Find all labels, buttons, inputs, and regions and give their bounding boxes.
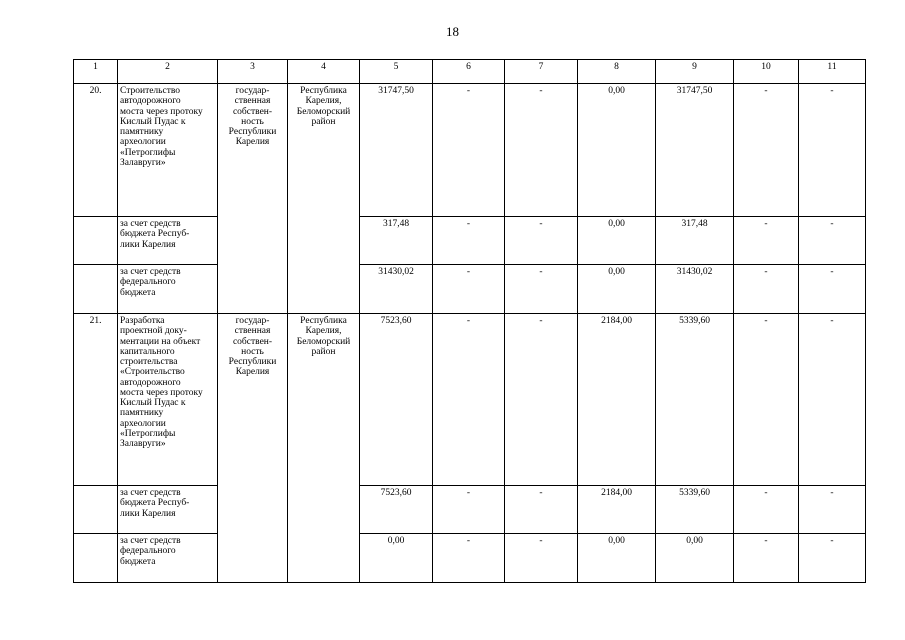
value-col-6: - (433, 84, 505, 217)
table-row (74, 217, 866, 265)
column-header: 1 (74, 60, 118, 84)
item-name: за счет средств бюджета Респуб- лики Карелия (118, 486, 218, 534)
value-col-7: - (505, 534, 578, 583)
value-col-10: - (734, 84, 799, 217)
column-header: 7 (505, 60, 578, 84)
value-col-7: - (505, 84, 578, 217)
ownership-cell: государ- ственная собствен- ность Республики Карелия (218, 314, 288, 583)
value-col-8: 2184,00 (578, 314, 656, 486)
value-col-9: 31430,02 (656, 265, 734, 314)
value-col-11: - (799, 265, 866, 314)
value-col-11: - (799, 314, 866, 486)
location-cell: Республика Карелия, Беломорский район (288, 84, 360, 314)
value-col-10: - (734, 265, 799, 314)
value-col-11: - (799, 84, 866, 217)
column-header: 6 (433, 60, 505, 84)
table-row (74, 534, 866, 583)
value-col-10: - (734, 314, 799, 486)
value-col-8: 0,00 (578, 217, 656, 265)
value-col-7: - (505, 314, 578, 486)
value-col-7: - (505, 217, 578, 265)
value-col-5: 7523,60 (360, 314, 433, 486)
item-name: за счет средств федерального бюджета (118, 265, 218, 314)
item-name: за счет средств бюджета Респуб- лики Карелия (118, 217, 218, 265)
column-header: 3 (218, 60, 288, 84)
row-number-empty (74, 534, 118, 583)
value-col-5: 31430,02 (360, 265, 433, 314)
location-cell: Республика Карелия, Беломорский район (288, 314, 360, 583)
value-col-9: 317,48 (656, 217, 734, 265)
table-row (74, 265, 866, 314)
row-number-empty (74, 486, 118, 534)
value-col-9: 0,00 (656, 534, 734, 583)
value-col-8: 2184,00 (578, 486, 656, 534)
header-row (74, 60, 866, 84)
table-row (74, 486, 866, 534)
column-header: 4 (288, 60, 360, 84)
value-col-11: - (799, 217, 866, 265)
row-number: 21. (74, 314, 118, 486)
value-col-8: 0,00 (578, 84, 656, 217)
value-col-6: - (433, 534, 505, 583)
value-col-9: 5339,60 (656, 486, 734, 534)
value-col-5: 0,00 (360, 534, 433, 583)
value-col-6: - (433, 486, 505, 534)
value-col-11: - (799, 486, 866, 534)
value-col-8: 0,00 (578, 534, 656, 583)
value-col-10: - (734, 486, 799, 534)
row-number-empty (74, 265, 118, 314)
value-col-8: 0,00 (578, 265, 656, 314)
item-name: Строительство автодорожного моста через протоку Кислый Пудас к памятнику археологии «Петроглифы Залавруги» (118, 84, 218, 217)
value-col-6: - (433, 314, 505, 486)
column-header: 8 (578, 60, 656, 84)
value-col-11: - (799, 534, 866, 583)
page-number: 18 (446, 24, 459, 39)
item-name: за счет средств федерального бюджета (118, 534, 218, 583)
table-row (74, 314, 866, 486)
value-col-9: 5339,60 (656, 314, 734, 486)
item-name: Разработка проектной доку- ментации на объект капитального строительства «Строительство автодорожного моста через протоку Кислый Пудас к памятнику археологии «Петроглифы Залавруги» (118, 314, 218, 486)
column-header: 11 (799, 60, 866, 84)
value-col-7: - (505, 265, 578, 314)
value-col-6: - (433, 265, 505, 314)
value-col-5: 317,48 (360, 217, 433, 265)
column-header: 2 (118, 60, 218, 84)
value-col-10: - (734, 534, 799, 583)
row-number: 20. (74, 84, 118, 217)
value-col-9: 31747,50 (656, 84, 734, 217)
column-header: 10 (734, 60, 799, 84)
column-header: 5 (360, 60, 433, 84)
value-col-5: 7523,60 (360, 486, 433, 534)
ownership-cell: государ- ственная собствен- ность Республики Карелия (218, 84, 288, 314)
value-col-7: - (505, 486, 578, 534)
value-col-5: 31747,50 (360, 84, 433, 217)
column-header: 9 (656, 60, 734, 84)
value-col-6: - (433, 217, 505, 265)
value-col-10: - (734, 217, 799, 265)
table-row (74, 84, 866, 217)
budget-table (73, 59, 866, 583)
row-number-empty (74, 217, 118, 265)
